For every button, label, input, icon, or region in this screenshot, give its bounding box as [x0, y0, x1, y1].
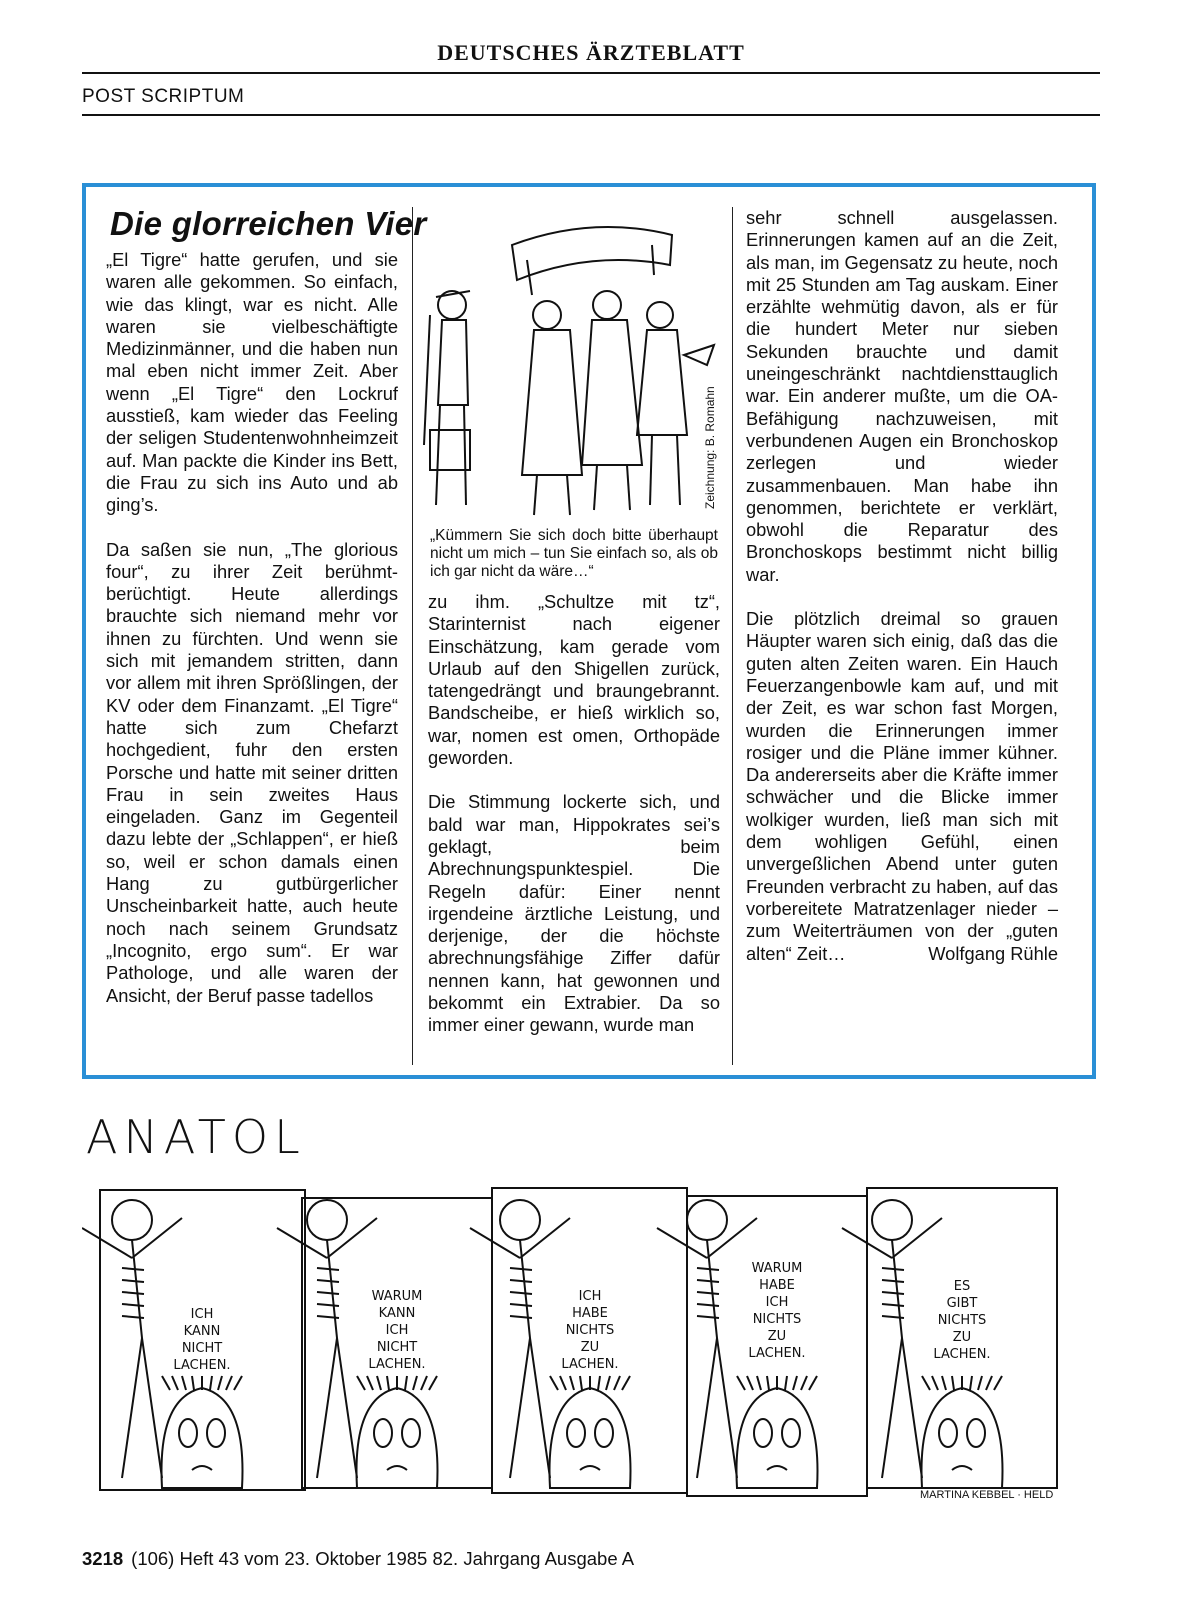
article-box: [82, 183, 1096, 1079]
speech-line: ZU: [767, 1329, 787, 1344]
article-column-2: [428, 591, 720, 1037]
speech-line: WARUM: [751, 1261, 803, 1276]
article-title: Die glorreichen Vier: [110, 205, 427, 242]
speech-line: NICHT: [181, 1341, 223, 1356]
column-divider: [412, 207, 413, 1065]
header-rule: [82, 72, 1100, 74]
sad-face: [737, 1376, 818, 1488]
comic-signature: MARTINA KEBBEL · HELD: [920, 1489, 1054, 1501]
sad-face: [550, 1376, 631, 1488]
section-label: POST SCRIPTUM: [82, 86, 245, 107]
paragraph: Da saßen sie nun, „The glorious four“, zu ihrer Zeit berühmt-berüchtigt. Heute allerdings brauchte sich niemand mehr vor ihnen zu fürchten. Und wenn sie sich mit jemandem stritten, dann vor allem mit ihren Sprößlingen, der KV oder dem Finanzamt. „El Tigre“ hatte sich zum Chefarzt hochgedient, fuhr den ersten Porsche und hatte mit seiner dritten Frau in sein zweites Haus eingeladen. Ganz im Gegenteil dazu lebte der „Schlappen“, er hieß so, weil er schon damals einen Hang zu gutbürgerlicher Unscheinbarkeit hatte, auch heute noch nach seinem Grundsatz „Incognito, ergo sum“. Er war Pathologe, und alle waren der Ansicht, der Beruf passe tadellos: [106, 538, 398, 1006]
speech-line: KANN: [378, 1306, 416, 1321]
sad-face: [357, 1376, 438, 1488]
paragraph: Die Stimmung lockerte sich, und bald war man, Hippokrates sei’s geklagt, beim Abrechnungspunktespiel. Die Regeln dafür: Einer nennt irgendeine ärztliche Leistung, und derjenige, der die höchste abrechnungsfähige Ziffer dafür nennen kann, hat gewonnen und bekommt ein Extrabier. Da so immer einer gewann, wurde man: [428, 791, 720, 1036]
speech-line: LACHEN.: [748, 1346, 806, 1361]
skeleton-figure: [82, 1200, 182, 1478]
anatol-comic-strip: [82, 1178, 1102, 1518]
skeleton-figure: [657, 1200, 757, 1478]
illustration-credit: Zeichnung: B. Romahn: [703, 386, 717, 509]
speech-line: ZU: [580, 1340, 600, 1355]
skeleton-figure: [842, 1200, 942, 1478]
speech-line: ICH: [190, 1307, 214, 1322]
speech-line: ICH: [385, 1323, 409, 1338]
speech-line: LACHEN.: [368, 1357, 426, 1372]
masthead: DEUTSCHES ÄRZTEBLATT: [437, 40, 745, 65]
paragraph: [746, 608, 1058, 965]
sad-face: [162, 1376, 243, 1488]
section-rule: [82, 114, 1100, 116]
paragraph: „El Tigre“ hatte gerufen, und sie waren alle gekommen. So einfach, wie das klingt, war es nicht. Alle waren sie vielbeschäftigte Medizinmänner, und die haben nun mal eben nicht immer Zeit. Aber wenn „El Tigre“ den Lockruf ausstieß, kam wieder das Feeling der seligen Studentenwohnheimzeit auf. Man packte die Kinder ins Bett, die Frau zu sich ins Auto und ab ging’s.: [106, 249, 398, 516]
speech-line: NICHTS: [565, 1323, 615, 1338]
page-footer: [82, 1548, 634, 1570]
page-number: 3218: [82, 1548, 124, 1569]
article-column-3: [746, 207, 1058, 965]
article-column-1: [106, 249, 398, 1007]
speech-line: HABE: [572, 1306, 608, 1321]
speech-line: ZU: [952, 1330, 972, 1345]
speech-line: LACHEN.: [173, 1358, 231, 1373]
speech-line: LACHEN.: [561, 1357, 619, 1372]
speech-line: KANN: [183, 1324, 221, 1339]
speech-line: ICH: [578, 1289, 602, 1304]
speech-line: ICH: [765, 1295, 789, 1310]
column-divider: [732, 207, 733, 1065]
comic-title: ANATOL: [86, 1110, 306, 1164]
sad-face: [922, 1376, 1003, 1488]
author: Wolfgang Rühle: [928, 942, 1058, 964]
speech-line: NICHTS: [937, 1313, 987, 1328]
speech-line: HABE: [759, 1278, 795, 1293]
speech-line: NICHTS: [752, 1312, 802, 1327]
paragraph: sehr schnell ausgelassen. Erinnerungen kamen auf an die Zeit, als man, im Gegensatz zu heute, noch mit 25 Stunden am Tag auskam. Einer erzählte wehmütig davon, als er für die hundert Meter nur sieben Sekunden brauchte und damit uneingeschränkt nachtdiensttauglich war. Ein anderer mußte, um die OA-Befähigung nachzuweisen, mit verbundenen Augen ein Bronchoskop zerlegen und wieder zusammenbauen. Man habe ihn genommen, berichtete er verklärt, obwohl die Reparatur des Bronchoskops bestimmt nicht billig war.: [746, 207, 1058, 585]
skeleton-figure: [470, 1200, 570, 1478]
speech-line: LACHEN.: [933, 1347, 991, 1362]
paragraph-text: Die plötzlich dreimal so grauen Häupter waren sich einig, daß das die guten alten Zeiten waren. Ein Hauch Feuerzangenbowle kam auf, und mit der Zeit, es war schon fast Morgen, wurden die Erinnerungen immer rosiger und die Pläne immer kühner. Da andererseits aber die Kräfte immer schwächer und die Blicke immer wolkiger wurden, ließ man sich mit dem wohligen Gefühl, einen unvergeßlichen Abend unter guten Freunden verbracht zu haben, auf das vorbereitete Matratzenlager nieder – zum Weiterträumen von der „guten alten“ Zeit…: [746, 608, 1058, 964]
issue-info: (106) Heft 43 vom 23. Oktober 1985 82. Jahrgang Ausgabe A: [131, 1548, 635, 1569]
illustration-caption: „Kümmern Sie sich doch bitte überhaupt nicht um mich – tun Sie einfach so, als ob ich gar nicht da wäre…“: [430, 527, 718, 580]
surgeons-illustration: [422, 205, 722, 525]
skeleton-figure: [277, 1200, 377, 1478]
speech-line: GIBT: [946, 1296, 978, 1311]
speech-line: WARUM: [371, 1289, 423, 1304]
speech-line: ES: [953, 1279, 971, 1294]
speech-line: NICHT: [376, 1340, 418, 1355]
paragraph: zu ihm. „Schultze mit tz“, Starinternist nach eigener Einschätzung, kam gerade vom Urlaub auf den Shigellen zurück, tatengedrängt und braungebrannt. Bandscheibe, er hieß wirklich so, war, nomen est omen, Orthopäde geworden.: [428, 591, 720, 769]
